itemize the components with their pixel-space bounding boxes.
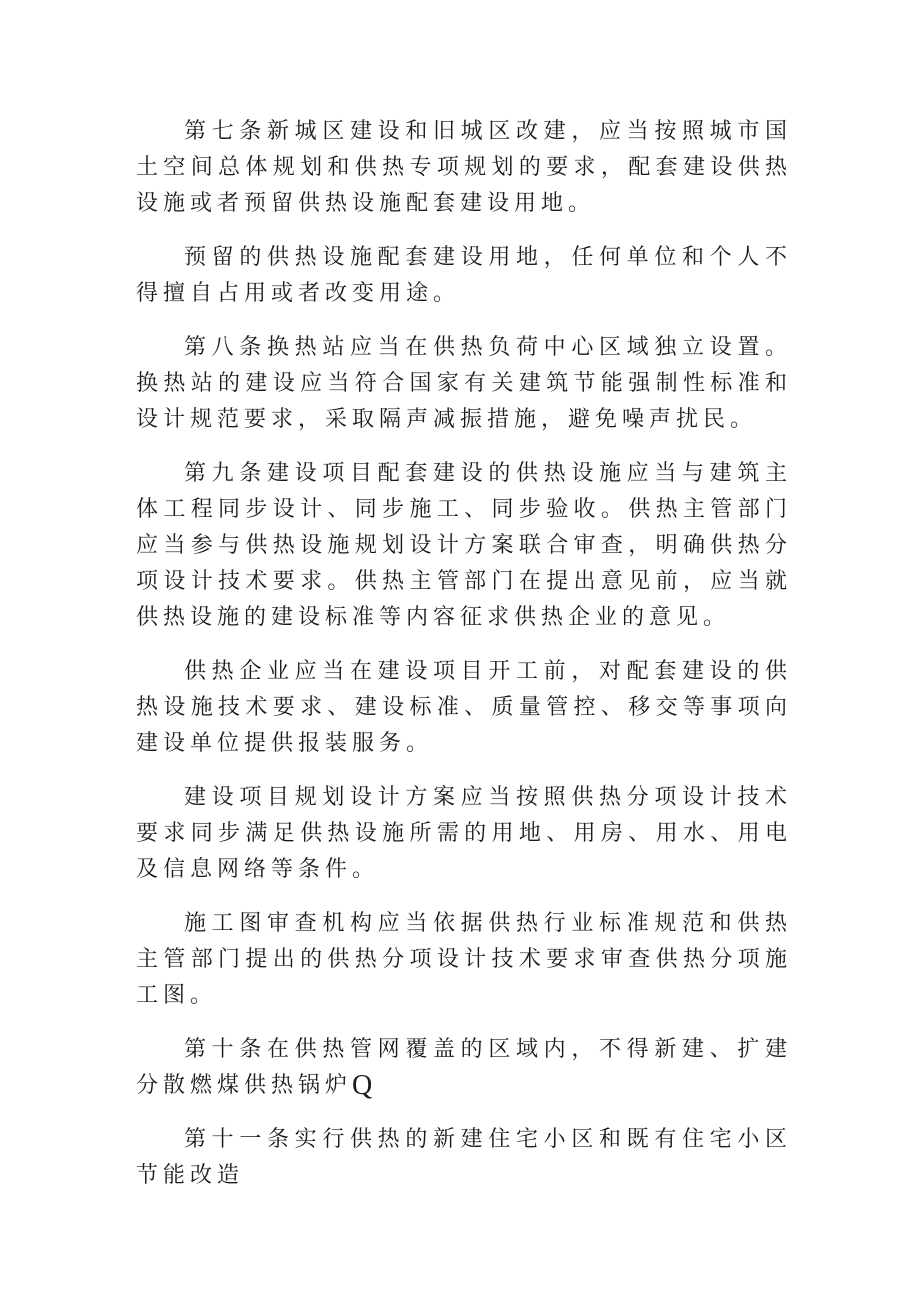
paragraph-article-9: 第九条建设项目配套建设的供热设施应当与建筑主体工程同步设计、同步施工、同步验收。供热主管部门应当参与供热设施规划设计方案联合审查，明确供热分项设计技术要求。供热主管部门在提出意见前，应当就供热设施的建设标准等内容征求供热企业的意见。 — [136, 461, 792, 630]
trailing-glyph: Q — [352, 1070, 373, 1101]
paragraph-article-9-review: 施工图审查机构应当依据供热行业标准规范和供热主管部门提出的供热分项设计技术要求审查供热分项施工图。 — [136, 911, 792, 1008]
paragraph-article-10-text: 第十条在供热管网覆盖的区域内，不得新建、扩建分散燃煤供热锅炉 — [136, 1037, 792, 1098]
paragraph-article-7: 第七条新城区建设和旧城区改建，应当按照城市国土空间总体规划和供热专项规划的要求，配套建设供热设施或者预留供热设施配套建设用地。 — [136, 119, 792, 216]
paragraph-article-7-reserved-land: 预留的供热设施配套建设用地，任何单位和个人不得擅自占用或者改变用途。 — [136, 245, 792, 306]
paragraph-article-8: 第八条换热站应当在供热负荷中心区域独立设置。换热站的建设应当符合国家有关建筑节能强制性标准和设计规范要求，采取隔声减振措施，避免噪声扰民。 — [136, 335, 792, 432]
document-body — [136, 114, 792, 1194]
paragraph-article-10 — [136, 1032, 792, 1104]
paragraph-article-9-enterprise: 供热企业应当在建设项目开工前，对配套建设的供热设施技术要求、建设标准、质量管控、移交等事项向建设单位提供报装服务。 — [136, 659, 792, 756]
paragraph-article-11: 第十一条实行供热的新建住宅小区和既有住宅小区节能改造 — [136, 1127, 792, 1188]
paragraph-article-9-planning: 建设项目规划设计方案应当按照供热分项设计技术要求同步满足供热设施所需的用地、用房、用水、用电及信息网络等条件。 — [136, 785, 792, 882]
